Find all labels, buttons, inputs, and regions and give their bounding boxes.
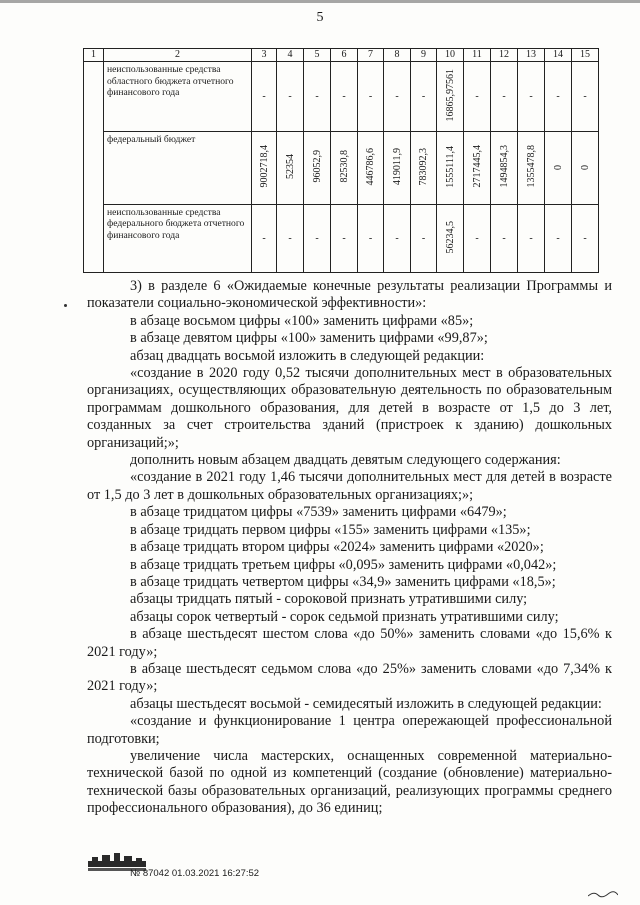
- cell-value: 1494854,3: [498, 145, 510, 188]
- paragraph: в абзаце тридцать третьем цифры «0,095» заменить цифрами «0,042»;: [130, 556, 557, 573]
- column-header: 15: [572, 49, 599, 62]
- column-header: 4: [277, 49, 304, 62]
- column-header: 5: [304, 49, 331, 62]
- value-cell: [277, 62, 304, 132]
- cell-value: -: [262, 232, 266, 244]
- value-cell: [277, 204, 304, 272]
- value-cell: [358, 204, 384, 272]
- paragraph: в абзаце тридцать первом цифры «155» заменить цифрами «135»;: [130, 521, 531, 538]
- cell-value: 1355478,8: [525, 145, 537, 188]
- margin-mark: [64, 304, 67, 307]
- value-cell: [252, 204, 277, 272]
- column-header: 13: [518, 49, 545, 62]
- budget-table: [83, 48, 599, 273]
- value-cell: [491, 132, 518, 204]
- column-header: 3: [252, 49, 277, 62]
- page-number: 5: [316, 10, 324, 25]
- paragraph: «создание в 2020 году 0,52 тысячи дополнительных мест в образовательных организациях, осуществляющих образовательную деятельность по образовательным программам дошкольного образования, для детей в возрасте от 1,5 до 3 лет, созданных за счет строительства зданий (пристроек к зданию) дошкольных организаций;»;: [87, 365, 612, 451]
- value-cell: [518, 62, 545, 132]
- cell-value: -: [583, 232, 587, 244]
- cell-value: -: [288, 91, 292, 103]
- cell-value: -: [395, 232, 399, 244]
- cell-value: 16865,97561: [444, 68, 456, 122]
- table-row: [84, 62, 599, 132]
- value-cell: [277, 132, 304, 204]
- value-cell: [518, 132, 545, 204]
- cell-value: -: [368, 232, 373, 244]
- value-cell: [437, 204, 464, 272]
- cell-value: -: [475, 232, 479, 244]
- cell-value: -: [368, 91, 373, 103]
- cell-value: -: [529, 91, 533, 103]
- value-cell: [572, 132, 599, 204]
- value-cell: [358, 132, 384, 204]
- cell-value: -: [262, 91, 266, 103]
- column-header: 2: [104, 49, 252, 62]
- cell-value: 96052,9: [311, 150, 323, 183]
- paragraph: увеличение числа мастерских, оснащенных современной материально-технической базой по одной из компетенций (создание (обновление) материально-технической базы образовательных организаций, реализующих программы среднего профессионального образования), до 36 единиц;: [87, 747, 612, 817]
- value-cell: [545, 204, 572, 272]
- value-cell: [304, 132, 331, 204]
- value-cell: [437, 62, 464, 132]
- cell-value: 1555111,4: [444, 145, 456, 188]
- cell-value: -: [315, 232, 319, 244]
- table-row: [84, 132, 599, 204]
- cell-value: 0: [552, 165, 564, 171]
- value-cell: [545, 62, 572, 132]
- cell-value: -: [502, 91, 506, 103]
- value-cell: [411, 132, 437, 204]
- column-header: 9: [411, 49, 437, 62]
- paragraph: в абзаце шестьдесят седьмом слова «до 25%» заменить словами «до 7,34% к 2021 году»;: [87, 660, 612, 695]
- cell-value: 56234,5: [444, 220, 456, 254]
- paragraph: в абзаце тридцатом цифры «7539» заменить цифрами «6479»;: [130, 504, 507, 521]
- paragraph: 3) в разделе 6 «Ожидаемые конечные результаты реализации Программы и показатели социально-экономической эффективности»:: [87, 278, 612, 312]
- column-header: 8: [384, 49, 411, 62]
- cell-value: 52354: [284, 153, 296, 179]
- document-body: [87, 278, 612, 818]
- cell-value: -: [583, 91, 587, 103]
- cell-value: -: [502, 232, 506, 244]
- table-row: [84, 204, 599, 272]
- column-header: 12: [491, 49, 518, 62]
- cell-value: -: [556, 91, 560, 103]
- value-cell: [545, 132, 572, 204]
- paragraph: абзацы сорок четвертый - сорок седьмой признать утратившими силу;: [130, 608, 559, 625]
- cell-value: 446786,6: [365, 147, 376, 186]
- row-label: неиспользованные средства областного бюджета отчетного финансового года: [104, 62, 252, 132]
- value-cell: [491, 204, 518, 272]
- scan-top-edge: [0, 0, 640, 3]
- paragraph: в абзаце тридцать четвертом цифры «34,9» заменить цифрами «18,5»;: [130, 573, 556, 590]
- row-label: неиспользованные средства федерального бюджета отчетного финансового года: [104, 204, 252, 272]
- value-cell: [464, 204, 491, 272]
- cell-value: -: [342, 91, 346, 103]
- paragraph: абзац двадцать восьмой изложить в следующей редакции:: [130, 347, 485, 364]
- cell-value: 783092,3: [418, 147, 429, 186]
- paragraph: в абзаце восьмом цифры «100» заменить цифрами «85»;: [130, 312, 474, 329]
- column-header: 6: [331, 49, 358, 62]
- column-header: 14: [545, 49, 572, 62]
- value-cell: [358, 62, 384, 132]
- cell-value: -: [421, 232, 426, 244]
- value-cell: [304, 204, 331, 272]
- registry-stamp: № 87042 01.03.2021 16:27:52: [130, 868, 260, 879]
- signature-mark: [588, 885, 618, 903]
- cell-value: 419011,9: [391, 147, 403, 186]
- row-number-cell: [84, 62, 104, 273]
- cell-value: -: [475, 91, 479, 103]
- column-header: 7: [358, 49, 384, 62]
- paragraph: «создание и функционирование 1 центра опережающей профессиональной подготовки;: [87, 713, 612, 747]
- cell-value: -: [529, 232, 533, 244]
- cell-value: -: [315, 91, 319, 103]
- paragraph: «создание в 2021 году 1,46 тысячи дополнительных мест для детей в возрасте от 1,5 до 3 лет в дошкольных образовательных организациях;»;: [87, 469, 612, 503]
- cell-value: -: [395, 91, 399, 103]
- value-cell: [304, 62, 331, 132]
- paragraph: абзацы шестьдесят восьмой - семидесятый изложить в следующей редакции:: [130, 695, 602, 712]
- value-cell: [491, 62, 518, 132]
- value-cell: [572, 62, 599, 132]
- value-cell: [384, 62, 411, 132]
- cell-value: -: [556, 232, 560, 244]
- value-cell: [572, 204, 599, 272]
- cell-value: -: [421, 91, 426, 103]
- value-cell: [384, 204, 411, 272]
- paragraph: в абзаце девятом цифры «100» заменить цифрами «99,87»;: [130, 330, 488, 347]
- value-cell: [464, 62, 491, 132]
- value-cell: [411, 204, 437, 272]
- column-header: 11: [464, 49, 491, 62]
- paragraph: в абзаце шестьдесят шестом слова «до 50%» заменить словами «до 15,6% к 2021 году»;: [87, 626, 612, 660]
- value-cell: [331, 62, 358, 132]
- cell-value: -: [288, 232, 292, 244]
- cell-value: -: [342, 232, 346, 244]
- value-cell: [331, 132, 358, 204]
- paragraph: в абзаце тридцать втором цифры «2024» заменить цифрами «2020»;: [130, 539, 544, 556]
- column-header: 10: [437, 49, 464, 62]
- value-cell: [331, 204, 358, 272]
- paragraph: абзацы тридцать пятый - сороковой признать утратившими силу;: [130, 591, 528, 608]
- value-cell: [252, 132, 277, 204]
- cell-value: 82530,8: [338, 150, 350, 183]
- cell-value: 2717445,4: [471, 145, 483, 188]
- paragraph: дополнить новым абзацем двадцать девятым следующего содержания:: [130, 452, 561, 469]
- cell-value: 0: [579, 165, 591, 171]
- value-cell: [411, 62, 437, 132]
- value-cell: [252, 62, 277, 132]
- value-cell: [518, 204, 545, 272]
- value-cell: [437, 132, 464, 204]
- table-header-row: [84, 49, 599, 62]
- row-label: федеральный бюджет: [104, 132, 252, 204]
- value-cell: [384, 132, 411, 204]
- column-header: 1: [84, 49, 104, 62]
- cell-value: 9002718,4: [258, 145, 270, 188]
- value-cell: [464, 132, 491, 204]
